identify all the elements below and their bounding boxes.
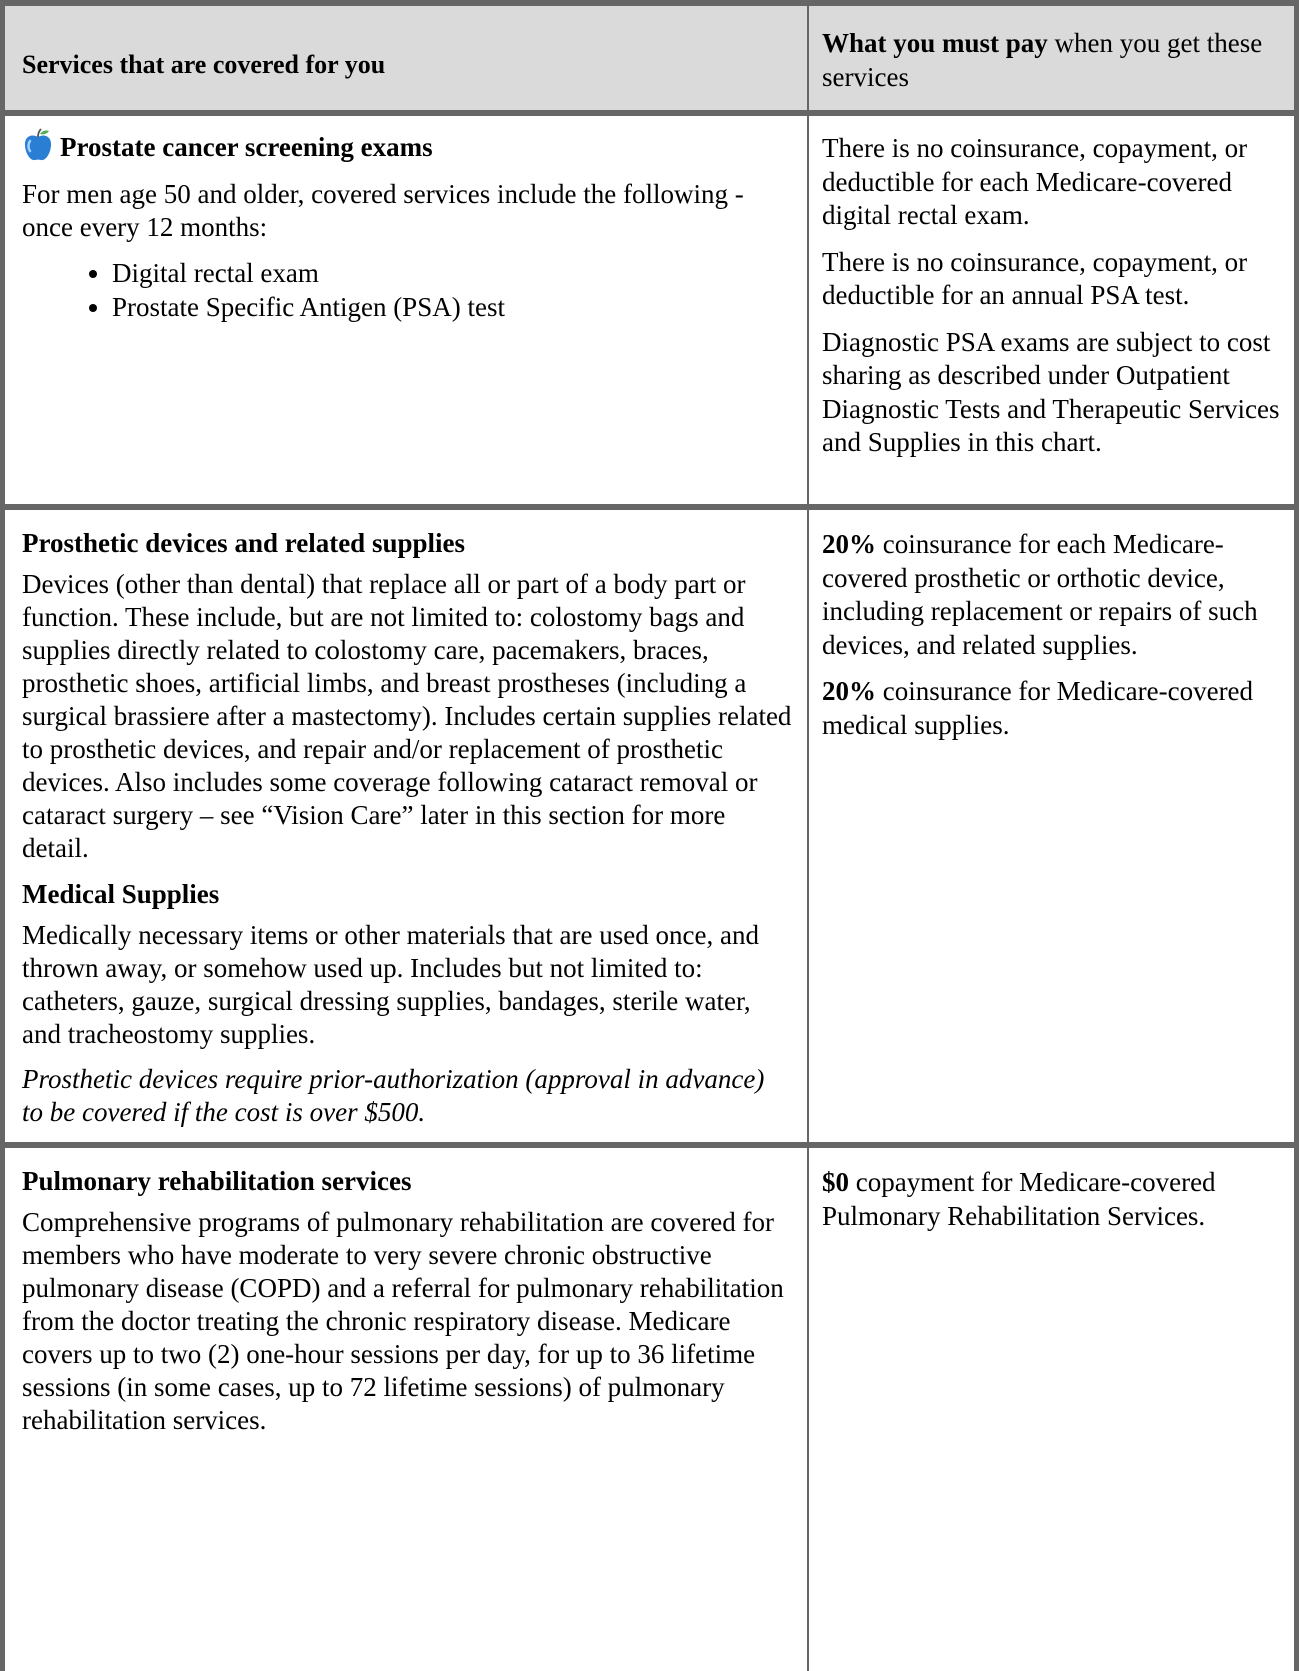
- row-prosthetic-services: [22, 526, 792, 1141]
- pay-amount: 20%: [822, 676, 876, 706]
- prosthetic-title: Prosthetic devices and related supplies: [22, 528, 465, 558]
- pay-amount: 20%: [822, 529, 876, 559]
- pay-text: There is no coinsurance, copayment, or deductible for an annual PSA test.: [822, 246, 1248, 310]
- prostate-bullets: [22, 256, 792, 324]
- row-divider: [0, 110, 1299, 116]
- apple-icon: [22, 128, 54, 170]
- pay-text: There is no coinsurance, copayment, or deductible for each Medicare-covered digital rectal exam.: [822, 133, 1248, 230]
- pay-rest: coinsurance for each Medicare-covered prosthetic or orthotic device, including replacement or repairs of such devices, and related supplies.: [822, 529, 1258, 660]
- header-pay: [822, 26, 1292, 94]
- pay-text: [822, 1166, 1292, 1233]
- row-divider: [0, 1142, 1299, 1148]
- medical-supplies-title: Medical Supplies: [22, 879, 220, 909]
- pulmonary-body: Comprehensive programs of pulmonary rehabilitation are covered for members who have moderate to very severe chronic obstructive pulmonary disease (COPD) and a referral for pulmonary rehabilitation from the doctor treating the chronic respiratory disease. Medicare covers up to two (2) one-hour sessions per day, for up to 36 lifetime sessions (in some cases, up to 72 lifetime sessions) of pulmonary rehabilitation services.: [22, 1207, 784, 1435]
- prosthetic-body: Devices (other than dental) that replace all or part of a body part or function. These include, but are not limited to: colostomy bags and supplies directly related to colostomy care, pacemakers, braces, prosthetic shoes, artificial limbs, and breast prostheses (including a surgical brassiere after a mastectomy). Includes certain supplies related to prosthetic devices, and repair and/or replacement of prosthetic devices. Also includes some coverage following cataract removal or cataract surgery – see “Vision Care” later in this section for more detail.: [22, 569, 792, 863]
- header-services: Services that are covered for you: [22, 50, 386, 79]
- header-pay-bold: What you must pay: [822, 28, 1048, 58]
- pay-rest: copayment for Medicare-covered Pulmonary Rehabilitation Services.: [822, 1167, 1216, 1231]
- pay-text: Diagnostic PSA exams are subject to cost sharing as described under Outpatient Diagnostic Tests and Therapeutic Services and Supplies in this chart.: [822, 326, 1280, 457]
- row-prostate-services: [22, 128, 792, 324]
- pay-amount: $0: [822, 1167, 849, 1197]
- header-pay-rest: when you get these services: [822, 28, 1263, 92]
- list-item: • Prostate Specific Antigen (PSA) test: [112, 290, 792, 324]
- row-prostate-pay: [822, 132, 1292, 473]
- prostate-title: Prostate cancer screening exams: [60, 132, 433, 162]
- row-pulmonary-pay: [822, 1166, 1292, 1246]
- column-divider: [807, 6, 809, 1671]
- row-divider: [0, 504, 1299, 510]
- row-title: [22, 128, 792, 170]
- pay-rest: coinsurance for Medicare-covered medical supplies.: [822, 676, 1254, 740]
- medical-supplies-body: Medically necessary items or other materials that are used once, and thrown away, or somehow used up. Includes but not limited to: catheters, gauze, surgical dressing supplies, bandages, sterile water, and tracheostomy supplies.: [22, 920, 759, 1049]
- prior-auth-note: Prosthetic devices require prior-authorization (approval in advance) to be covered if the cost is over $500.: [22, 1064, 765, 1127]
- prostate-intro: For men age 50 and older, covered services include the following - once every 12 months:: [22, 179, 744, 242]
- row-prosthetic-pay: [822, 528, 1292, 755]
- pay-text: [822, 528, 1292, 662]
- pay-text: [822, 675, 1292, 742]
- pulmonary-title: Pulmonary rehabilitation services: [22, 1166, 412, 1196]
- row-pulmonary-services: [22, 1164, 792, 1449]
- list-item: • Digital rectal exam: [112, 256, 792, 290]
